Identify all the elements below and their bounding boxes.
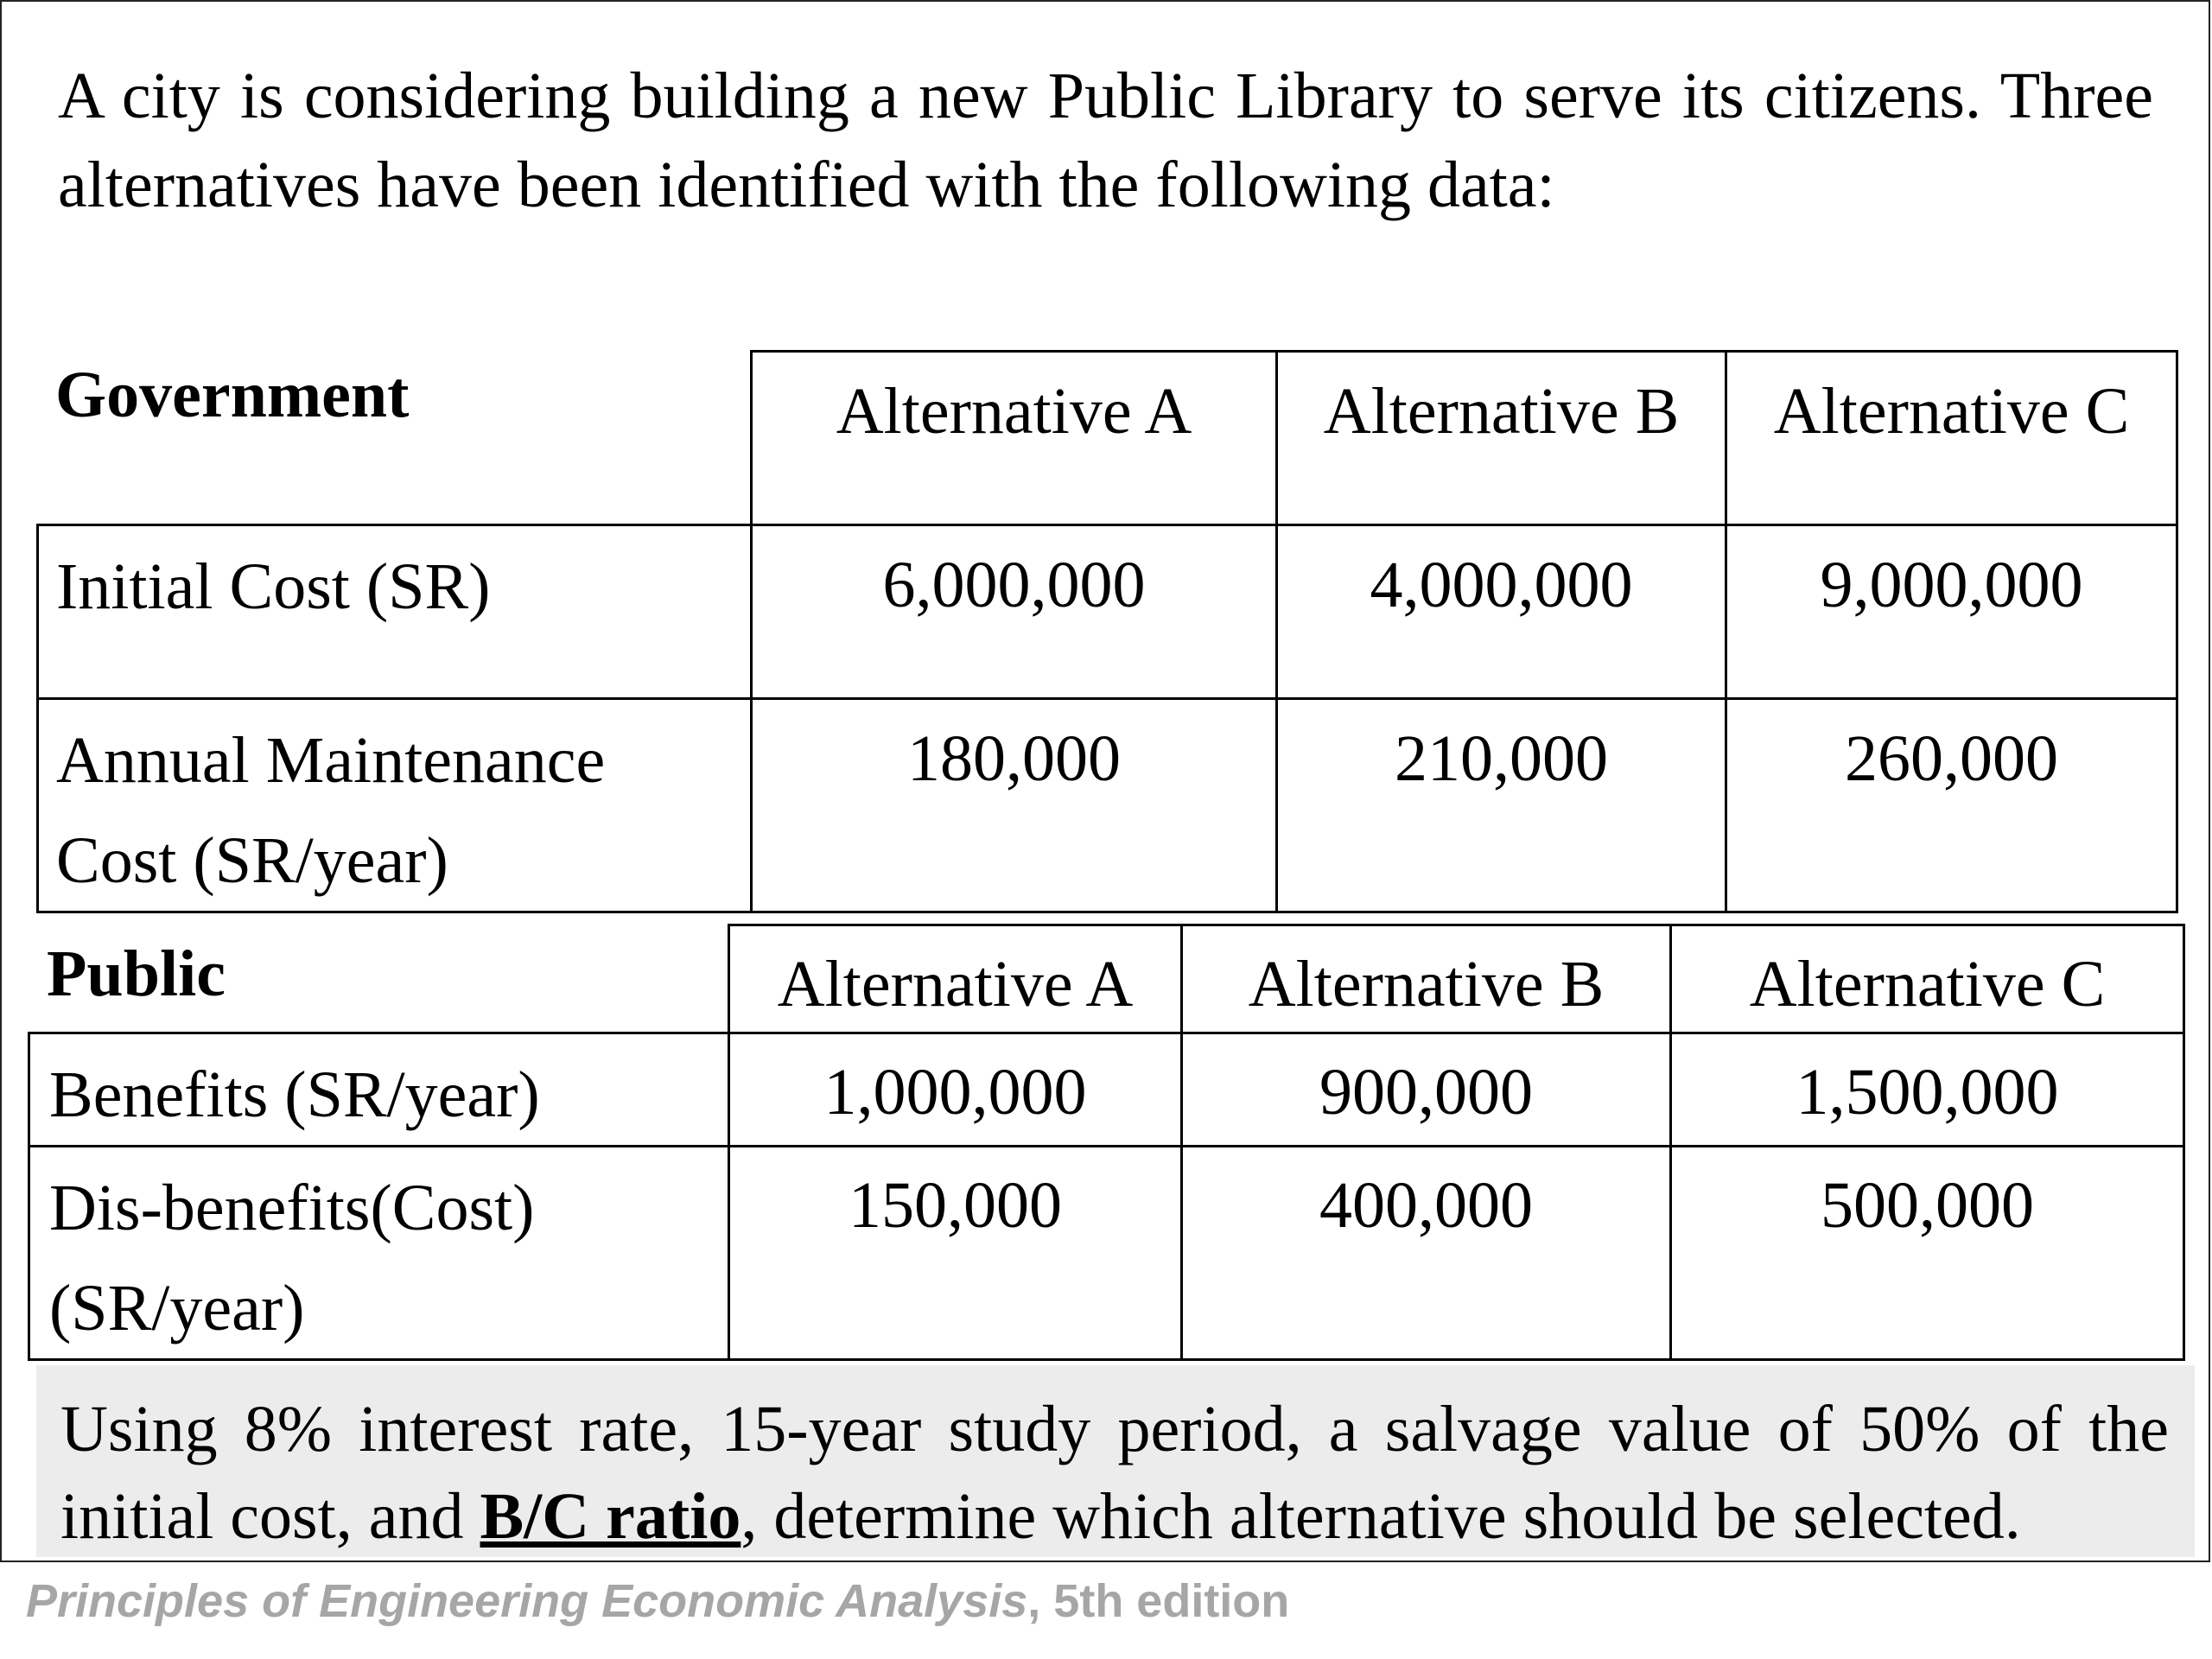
table-cell: 400,000 bbox=[1182, 1147, 1671, 1360]
source-citation bbox=[26, 1574, 1289, 1628]
table-header-row bbox=[29, 925, 2184, 1033]
table-corner-cell bbox=[38, 352, 752, 525]
bc-ratio-emphasis: B/C ratio bbox=[480, 1480, 741, 1553]
table-cell: 1,500,000 bbox=[1671, 1033, 2184, 1147]
row-label bbox=[29, 1147, 729, 1360]
question-box bbox=[36, 1365, 2195, 1557]
public-table bbox=[28, 924, 2185, 1361]
table-cell: 6,000,000 bbox=[752, 525, 1277, 699]
book-title: Principles of Engineering Economic Analysis bbox=[26, 1575, 1028, 1627]
table-cell: 260,000 bbox=[1726, 699, 2177, 912]
row-label-line: Annual Maintenance bbox=[56, 724, 606, 797]
table-row bbox=[38, 525, 2177, 699]
government-table bbox=[36, 350, 2178, 913]
book-edition: , 5th edition bbox=[1027, 1575, 1290, 1627]
column-header: Alternative A bbox=[752, 352, 1277, 525]
column-header: Alternative A bbox=[729, 925, 1182, 1033]
table-header-row bbox=[38, 352, 2177, 525]
column-header: Alternative B bbox=[1277, 352, 1726, 525]
row-label-line: Cost (SR/year) bbox=[56, 824, 448, 897]
table-cell: 210,000 bbox=[1277, 699, 1726, 912]
question-text bbox=[60, 1386, 2169, 1560]
government-section-title: Government bbox=[55, 359, 410, 431]
row-label: Initial Cost (SR) bbox=[38, 525, 752, 699]
table-cell: 4,000,000 bbox=[1277, 525, 1726, 699]
public-section-title: Public bbox=[47, 938, 226, 1010]
table-cell: 150,000 bbox=[729, 1147, 1182, 1360]
table-cell: 500,000 bbox=[1671, 1147, 2184, 1360]
question-text-end: , determine which alternative should be selected. bbox=[741, 1480, 2021, 1553]
row-label-line: Dis-benefits(Cost) bbox=[49, 1172, 535, 1244]
table-row bbox=[38, 699, 2177, 912]
column-header: Alternative B bbox=[1182, 925, 1671, 1033]
row-label bbox=[38, 699, 752, 912]
table-cell: 900,000 bbox=[1182, 1033, 1671, 1147]
column-header: Alternative C bbox=[1671, 925, 2184, 1033]
table-corner-cell bbox=[29, 925, 729, 1033]
table-cell: 180,000 bbox=[752, 699, 1277, 912]
column-header: Alternative C bbox=[1726, 352, 2177, 525]
table-cell: 9,000,000 bbox=[1726, 525, 2177, 699]
table-row bbox=[29, 1147, 2184, 1360]
table-row bbox=[29, 1033, 2184, 1147]
table-cell: 1,000,000 bbox=[729, 1033, 1182, 1147]
row-label: Benefits (SR/year) bbox=[29, 1033, 729, 1147]
question-text-start: Using 8% interest rate, 15-year study period, a salvage value of 50% of the initial cost, and bbox=[60, 1393, 2169, 1553]
row-label-line: (SR/year) bbox=[49, 1272, 305, 1344]
problem-intro: A city is considering building a new Public Library to serve its citizens. Three alternatives have been identified with the following data: bbox=[58, 60, 2153, 221]
